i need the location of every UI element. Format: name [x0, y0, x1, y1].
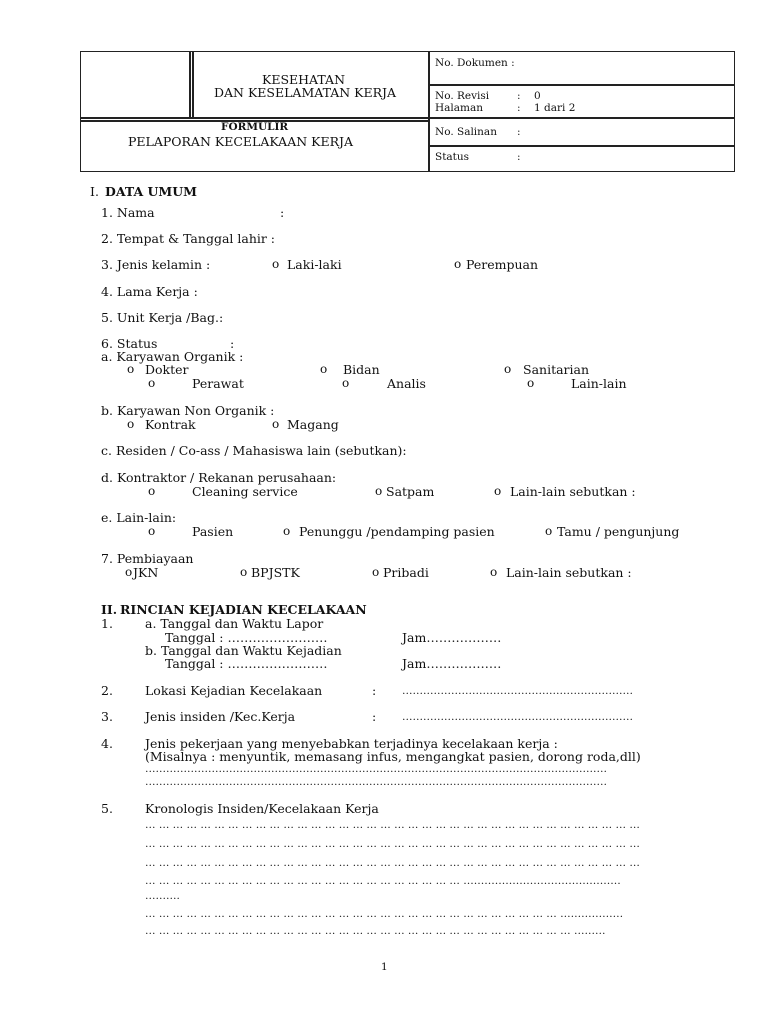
status-d-label: d. Kontraktor / Rekanan perusahaan: — [101, 470, 337, 485]
gender-option-male: Laki-laki — [287, 257, 342, 272]
radio-icon[interactable]: o — [127, 362, 135, 376]
item2-dots: ………………………………………………………… — [402, 685, 633, 697]
radio-icon[interactable]: o — [454, 257, 462, 271]
option-bpjstk: BPJSTK — [251, 565, 300, 580]
revision-value: 0 — [534, 90, 541, 102]
radio-icon[interactable]: o — [127, 417, 135, 431]
table-divider — [428, 51, 430, 172]
radio-icon[interactable]: o — [283, 524, 291, 538]
item1a-date: Tanggal : …………………… — [165, 630, 328, 645]
copy-number-sep: : — [517, 126, 521, 138]
field-nama-label: 1. Nama — [101, 205, 155, 220]
option-tamu: Tamu / pengunjung — [557, 524, 680, 539]
option-pribadi: Pribadi — [383, 565, 429, 580]
section1-number: I. — [90, 184, 99, 199]
option-lain-lain-biaya: Lain-lain sebutkan : — [506, 565, 632, 580]
table-divider — [428, 84, 735, 86]
form-title-line1: FORMULIR — [221, 121, 289, 133]
item5-dots-line3: … … … … … … … … … … … … … … … … … … … … … … … … … … … … … … … … … … … … — [145, 857, 640, 869]
option-pasien: Pasien — [192, 524, 234, 539]
item5-label: Kronologis Insiden/Kecelakaan Kerja — [145, 801, 379, 816]
option-kontrak: Kontrak — [145, 417, 196, 432]
option-jkn: JKN — [133, 565, 159, 580]
item5-dots-line1: … … … … … … … … … … … … … … … … … … … … … … … … … … … … … … … … … … … … — [145, 819, 640, 831]
item4-label: Jenis pekerjaan yang menyebabkan terjadinya kecelakaan kerja : — [145, 736, 558, 751]
revision-sep: : — [517, 90, 521, 102]
section2-number: II. — [101, 602, 118, 617]
copy-number-label: No. Salinan — [435, 126, 497, 138]
item5-number: 5. — [101, 801, 113, 816]
option-magang: Magang — [287, 417, 339, 432]
item5-dots-line2: … … … … … … … … … … … … … … … … … … … … … … … … … … … … … … … … … … … … — [145, 838, 640, 850]
revision-label: No. Revisi — [435, 90, 490, 102]
section1-heading: DATA UMUM — [105, 184, 197, 199]
option-lain-lain-sebutkan: Lain-lain sebutkan : — [510, 484, 636, 499]
item4-dots-line2: …………………………………………………………………………………………………………………… — [145, 776, 607, 788]
field-gender-label: 3. Jenis kelamin : — [101, 257, 211, 272]
radio-icon[interactable]: o — [527, 376, 535, 390]
page-label: Halaman — [435, 102, 484, 114]
radio-icon[interactable]: o — [320, 362, 328, 376]
radio-icon[interactable]: o — [148, 484, 156, 498]
item3-colon: : — [372, 709, 377, 724]
item3-dots: ………………………………………………………… — [402, 711, 633, 723]
item5-dots-line4: … … … … … … … … … … … … … … … … … … … … … … … ……………………………………… — [145, 875, 621, 887]
table-divider — [189, 51, 191, 118]
status-b-label: b. Karyawan Non Organik : — [101, 403, 275, 418]
radio-icon[interactable]: o — [372, 565, 380, 579]
field-status-label: 6. Status — [101, 336, 158, 351]
radio-icon[interactable]: o — [125, 565, 133, 579]
option-cleaning-service: Cleaning service — [192, 484, 298, 499]
radio-icon[interactable]: o — [545, 524, 553, 538]
item2-colon: : — [372, 683, 377, 698]
header-title-line2: DAN KESELAMATAN KERJA — [214, 85, 397, 100]
item4-number: 4. — [101, 736, 113, 751]
item5-dots-line5: ………. — [145, 890, 180, 902]
table-divider — [80, 117, 735, 119]
option-penunggu: Penunggu /pendamping pasien — [299, 524, 495, 539]
table-divider — [428, 145, 735, 147]
item1-number: 1. — [101, 616, 113, 631]
gender-option-female: Perempuan — [466, 257, 539, 272]
radio-icon[interactable]: o — [148, 524, 156, 538]
item1b-time: Jam……………… — [402, 656, 502, 671]
field-unit-label: 5. Unit Kerja /Bag.: — [101, 310, 224, 325]
item3-label: Jenis insiden /Kec.Kerja — [145, 709, 296, 724]
item4-example: (Misalnya : menyuntik, memasang infus, mengangkat pasien, dorong roda,dll) — [145, 749, 641, 764]
status-sep: : — [517, 151, 521, 163]
item3-number: 3. — [101, 709, 113, 724]
form-title-line2: PELAPORAN KECELAKAAN KERJA — [128, 134, 354, 149]
field-status-colon: : — [230, 336, 235, 351]
item1b-label: b. Tanggal dan Waktu Kejadian — [145, 643, 342, 658]
status-e-label: e. Lain-lain: — [101, 510, 177, 525]
option-bidan: Bidan — [343, 362, 380, 377]
field-nama-colon: : — [280, 205, 285, 220]
table-divider — [192, 51, 194, 118]
option-dokter: Dokter — [145, 362, 189, 377]
option-satpam: Satpam — [386, 484, 435, 499]
radio-icon[interactable]: o — [240, 565, 248, 579]
radio-icon[interactable]: o — [272, 257, 280, 271]
item4-dots-line1: …………………………………………………………………………………………………………………… — [145, 763, 607, 775]
option-analis: Analis — [387, 376, 426, 391]
radio-icon[interactable]: o — [148, 376, 156, 390]
header-title-line1: KESEHATAN — [262, 72, 346, 87]
page-value: 1 dari 2 — [534, 102, 576, 114]
section2-heading: RINCIAN KEJADIAN KECELAKAAN — [120, 602, 367, 617]
item1b-date: Tanggal : …………………… — [165, 656, 328, 671]
item5-dots-line6: … … … … … … … … … … … … … … … … … … … … … … … … … … … … … … ……………… — [145, 908, 624, 920]
page-sep: : — [517, 102, 521, 114]
page-number: 1 — [381, 961, 388, 973]
item1a-time: Jam……………… — [402, 630, 502, 645]
item2-number: 2. — [101, 683, 113, 698]
radio-icon[interactable]: o — [504, 362, 512, 376]
option-lain-lain: Lain-lain — [571, 376, 627, 391]
option-sanitarian: Sanitarian — [523, 362, 590, 377]
field-financing-label: 7. Pembiayaan — [101, 551, 194, 566]
radio-icon[interactable]: o — [490, 565, 498, 579]
header-table — [80, 51, 735, 172]
item5-dots-line7: … … … … … … … … … … … … … … … … … … … … … … … … … … … … … … … ……… — [145, 925, 606, 937]
status-a-label: a. Karyawan Organik : — [101, 349, 244, 364]
status-c-label: c. Residen / Co-ass / Mahasiswa lain (sebutkan): — [101, 443, 407, 458]
radio-icon[interactable]: o — [494, 484, 502, 498]
radio-icon[interactable]: o — [375, 484, 383, 498]
field-ttl-label: 2. Tempat & Tanggal lahir : — [101, 231, 276, 246]
option-perawat: Perawat — [192, 376, 244, 391]
radio-icon[interactable]: o — [272, 417, 280, 431]
doc-number-label: No. Dokumen : — [435, 57, 515, 69]
item1a-label: a. Tanggal dan Waktu Lapor — [145, 616, 324, 631]
item2-label: Lokasi Kejadian Kecelakaan — [145, 683, 323, 698]
radio-icon[interactable]: o — [342, 376, 350, 390]
field-tenure-label: 4. Lama Kerja : — [101, 284, 198, 299]
status-label: Status — [435, 151, 470, 163]
